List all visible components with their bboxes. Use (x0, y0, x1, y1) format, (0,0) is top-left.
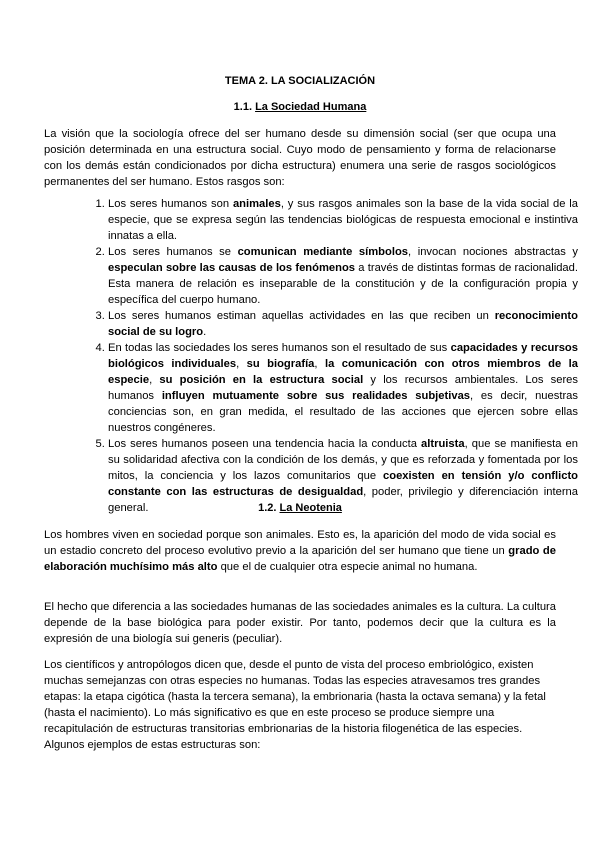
document-title: TEMA 2. LA SOCIALIZACIÓN (224, 75, 376, 87)
trait-bold-text: especulan sobre las causas de los fenómenos (108, 262, 356, 274)
neotenia-paragraph-1 (44, 527, 556, 575)
trait-bold-text: la comunicación con otros miembros de la especie (108, 358, 579, 386)
trait-text: a través de distintas formas de racionalidad. Esta manera de relación es inseparable de la constitución y de la configuración propia y específica del cuerpo humano. (108, 262, 578, 306)
trait-item-4 (108, 340, 578, 436)
neotenia-paragraph-3: Los científicos y antropólogos dicen que, desde el punto de vista del proceso embriológico, existen muchas semejanzas con otras especies no humanas. Todas las especies atravesamos tres grandes etapas: la etapa cigótica (hasta la tercera semana), la embrionaria (hasta la octava semana) y la fetal (hasta el nacimiento). Lo más significativo es que en este proceso se produce siempre una recapitulación de estructuras transitorias embrionarias de la historia filogenética de las especies. Algunos ejemplos de estas estructuras son: (44, 659, 546, 751)
trait-text: , invocan nociones abstractas y (408, 246, 578, 258)
neotenia-bold-text: grado de elaboración muchísimo más alto (44, 545, 556, 573)
trait-bold-text: coexisten en tensión y/o conflicto constante con las estructuras de desigualdad (108, 470, 579, 498)
neotenia-text: que el de cualquier otra especie animal no humana. (217, 561, 478, 573)
intro-paragraph: La visión que la sociología ofrece del ser humano desde su dimensión social (ser que ocupa una posición determinada en una estructura social. Cuyo modo de pensamiento y forma de relacionarse con los demás están condicionados por dicha estructura) enumera una serie de rasgos sociológicos permanentes del ser humano. Estos rasgos son: (44, 128, 556, 188)
traits-list (86, 196, 578, 516)
trait-text: , que se manifiesta en su solidaridad afectiva con la condición de los demás, y que es reforzada y fomentada por los mitos, la conciencia y los lazos comunitarios que (108, 438, 578, 482)
section-number-2: 1.2. (258, 502, 280, 514)
section-title-1: La Sociedad Humana (255, 101, 367, 113)
trait-text: y los recursos ambientales. Los seres humanos (108, 374, 578, 402)
neotenia-text: Los hombres viven en sociedad porque son animales. Esto es, la aparición del modo de vida social es un estadio concreto del proceso evolutivo previo a la aparición del ser humano que tiene un (44, 529, 556, 557)
trait-bold-text: comunican mediante símbolos (237, 246, 409, 258)
trait-item-2 (108, 244, 578, 308)
trait-bold-text: reconocimiento social de su logro (108, 310, 578, 338)
section-heading-2 (0, 502, 600, 514)
trait-bold-text: animales (232, 198, 281, 210)
trait-text: , (236, 358, 247, 370)
trait-bold-text: altruista (421, 438, 465, 450)
trait-bold-text: influyen mutuamente sobre sus realidades subjetivas (161, 390, 471, 402)
trait-text: , y sus rasgos animales son la base de la vida social de la especie, que se expresa según las tendencias biológicas de respuesta emocional e instintiva innatas a ella. (108, 198, 579, 242)
trait-text: , (314, 358, 325, 370)
section-title-2: La Neotenia (279, 502, 342, 514)
trait-bold-text: su biografía (246, 358, 315, 370)
section-heading-1 (0, 101, 600, 113)
section-number-1: 1.1. (233, 101, 256, 113)
trait-text: En todas las sociedades los seres humanos son el resultado de sus (108, 342, 451, 354)
trait-text: . (203, 326, 207, 338)
trait-text: Los seres humanos estiman aquellas actividades en las que reciben un (108, 310, 495, 322)
trait-text: Los seres humanos se (108, 246, 238, 258)
trait-item-1 (108, 196, 578, 244)
trait-text: Los seres humanos poseen una tendencia hacia la conducta (108, 438, 422, 450)
trait-text: Los seres humanos son (108, 198, 233, 210)
trait-text: , poder, privilegio y diferenciación interna general. (108, 486, 578, 514)
trait-bold-text: su posición en la estructura social (159, 374, 364, 386)
trait-text: , (149, 374, 160, 386)
trait-bold-text: capacidades y recursos biológicos individuales (108, 342, 578, 370)
trait-text: , es decir, nuestras conciencias son, en gran medida, el resultado de las acciones que ejercen sobre ellas nuestros congéneres. (108, 390, 578, 434)
trait-item-3 (108, 308, 578, 340)
neotenia-paragraph-2: El hecho que diferencia a las sociedades humanas de las sociedades animales es la cultura. La cultura depende de la base biológica para poder existir. Por tanto, podemos decir que la cultura es la expresión de una biología sui generis (peculiar). (44, 601, 556, 645)
